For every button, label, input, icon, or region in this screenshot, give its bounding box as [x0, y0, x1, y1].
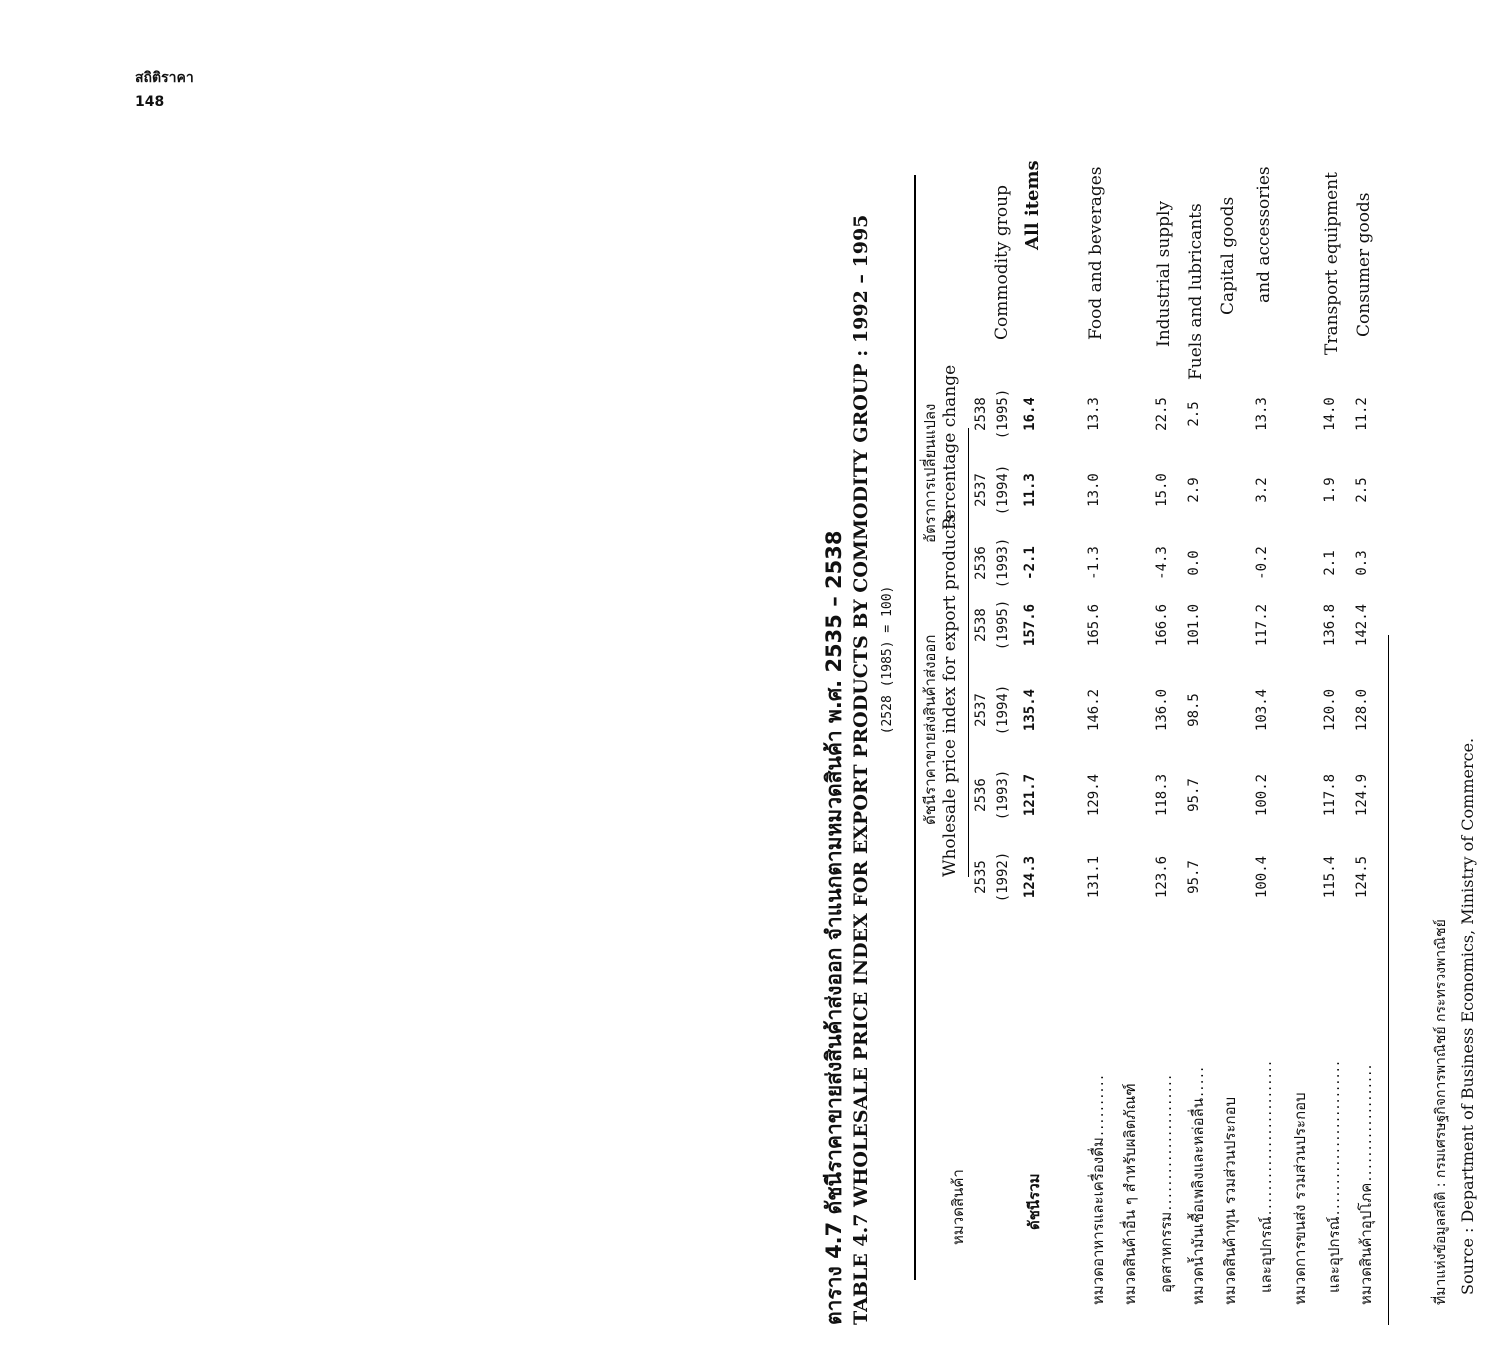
title-english: TABLE 4.7 WHOLESALE PRICE INDEX FOR EXPORT PRODUCTS BY COMMODITY GROUP : 1992 – 1995 — [850, 214, 872, 1325]
cell-pct: 13.3 — [1254, 397, 1270, 431]
cell-pct: -1.3 — [1086, 546, 1102, 580]
cell-wpi: 118.3 — [1154, 773, 1170, 817]
cell-wpi: 165.6 — [1086, 603, 1102, 647]
cell-wpi: 128.0 — [1354, 688, 1370, 732]
header-wpi-thai: ดัชนีราคาขายส่งสินค้าส่งออก — [921, 634, 939, 825]
cell-pct: 2.5 — [1186, 401, 1202, 427]
row-label-english: and accessories — [1254, 166, 1274, 303]
header-wpi-english: Wholesale price index for export products — [940, 513, 960, 877]
cell-wpi: 115.4 — [1322, 855, 1338, 899]
rotated-table — [818, 160, 1508, 1325]
cell-wpi: 117.2 — [1254, 603, 1270, 647]
cell-pct: -0.2 — [1254, 546, 1270, 580]
cell-wpi: 146.2 — [1086, 688, 1102, 732]
row-label-thai: หมวดอาหารและเครื่องดื่ม.......... — [1089, 1074, 1107, 1305]
cell-pct: 22.5 — [1154, 397, 1170, 431]
cell-pct: 2.9 — [1186, 477, 1202, 503]
cell-wpi: 136.8 — [1322, 603, 1338, 647]
row-label-thai: และอุปกรณ์......................... — [1257, 1060, 1275, 1293]
row-label-english: Consumer goods — [1354, 192, 1374, 337]
title-thai: ตาราง 4.7 ดัชนีราคาขายส่งสินค้าส่งออก จำแนกตามหมวดสินค้า พ.ศ. 2535 – 2538 — [822, 530, 846, 1325]
page-number: 148 — [135, 94, 165, 110]
wpi-year-4: 2538 (1995) — [973, 599, 1011, 651]
row-label-thai: ดัชนีรวม — [1025, 1173, 1043, 1230]
row-label-thai: หมวดสินค้าอุปโภค................... — [1357, 1064, 1375, 1305]
cell-pct: 16.4 — [1022, 397, 1038, 431]
row-label-thai: อุตสาหกรรม...................... — [1157, 1074, 1175, 1293]
row-label-thai: หมวดสินค้าทุน รวมส่วนประกอบ — [1221, 1096, 1239, 1305]
cell-pct: 0.3 — [1354, 550, 1370, 576]
row-label-english: All items — [1022, 160, 1043, 250]
cell-pct: -4.3 — [1154, 546, 1170, 580]
cell-wpi: 123.6 — [1154, 855, 1170, 899]
pct-year-3: 2538 (1995) — [973, 388, 1011, 440]
cell-wpi: 120.0 — [1322, 688, 1338, 732]
cell-wpi: 117.8 — [1322, 773, 1338, 817]
cell-wpi: 124.5 — [1354, 855, 1370, 899]
cell-wpi: 100.2 — [1254, 773, 1270, 817]
cell-wpi: 136.0 — [1154, 688, 1170, 732]
row-label-english: Transport equipment — [1322, 172, 1342, 355]
wpi-year-2: 2536 (1993) — [973, 769, 1011, 821]
header-group-thai: หมวดสินค้า — [949, 1169, 967, 1245]
cell-wpi: 131.1 — [1086, 855, 1102, 899]
source-thai: ที่มาแห่งข้อมูลสถิติ : กรมเศรษฐกิจการพาณิชย์ กระทรวงพาณิชย์ — [1433, 919, 1449, 1305]
header-group-english: Commodity group — [992, 185, 1012, 340]
cell-pct: 11.2 — [1354, 397, 1370, 431]
row-label-english: Food and beverages — [1086, 166, 1106, 340]
cell-pct: 1.9 — [1322, 477, 1338, 503]
cell-wpi: 98.5 — [1186, 693, 1202, 727]
pct-underline — [968, 428, 969, 580]
cell-wpi: 124.3 — [1022, 855, 1038, 899]
row-label-english: Fuels and lubricants — [1186, 203, 1206, 380]
wpi-year-1: 2535 (1992) — [973, 851, 1011, 903]
cell-wpi: 101.0 — [1186, 603, 1202, 647]
section-label: สถิติราคา — [135, 70, 194, 86]
pct-year-2: 2537 (1994) — [973, 464, 1011, 516]
bottom-rule — [1388, 635, 1389, 1325]
cell-pct: 3.2 — [1254, 477, 1270, 503]
cell-wpi: 103.4 — [1254, 688, 1270, 732]
header-pct-thai: อัตราการเปลี่ยนแปลง — [921, 403, 939, 543]
header-pct-english: Percentage change — [940, 364, 960, 530]
cell-pct: 15.0 — [1154, 473, 1170, 507]
cell-pct: 11.3 — [1022, 473, 1038, 507]
row-label-thai: หมวดสินค้าอื่น ๆ สำหรับผลิตภัณฑ์ — [1121, 1083, 1139, 1305]
cell-pct: 13.0 — [1086, 473, 1102, 507]
cell-pct: -2.1 — [1022, 546, 1038, 580]
row-label-thai: หมวดน้ำมันเชื้อเพลิงและหล่อลื่น..... — [1189, 1066, 1207, 1305]
row-label-thai: หมวดการขนส่ง รวมส่วนประกอบ — [1291, 1092, 1309, 1305]
page-corner — [135, 66, 194, 114]
cell-wpi: 135.4 — [1022, 688, 1038, 732]
pct-year-1: 2536 (1993) — [973, 537, 1011, 589]
cell-wpi: 95.7 — [1186, 778, 1202, 812]
cell-wpi: 166.6 — [1154, 603, 1170, 647]
cell-pct: 2.1 — [1322, 550, 1338, 576]
cell-wpi: 124.9 — [1354, 773, 1370, 817]
cell-wpi: 95.7 — [1186, 860, 1202, 894]
cell-wpi: 100.4 — [1254, 855, 1270, 899]
top-rule — [914, 175, 916, 1280]
cell-wpi: 121.7 — [1022, 773, 1038, 817]
row-label-thai: และอุปกรณ์......................... — [1325, 1060, 1343, 1293]
wpi-underline — [968, 533, 969, 877]
cell-wpi: 142.4 — [1354, 603, 1370, 647]
cell-pct: 0.0 — [1186, 550, 1202, 576]
row-label-english: Industrial supply — [1154, 200, 1174, 347]
wpi-year-3: 2537 (1994) — [973, 684, 1011, 736]
cell-pct: 2.5 — [1354, 477, 1370, 503]
base-year: (2528 (1985) = 100) — [880, 585, 895, 735]
cell-wpi: 129.4 — [1086, 773, 1102, 817]
cell-wpi: 157.6 — [1022, 603, 1038, 647]
cell-pct: 13.3 — [1086, 397, 1102, 431]
source-english: Source : Department of Business Economics, Ministry of Commerce. — [1458, 737, 1477, 1295]
cell-pct: 14.0 — [1322, 397, 1338, 431]
row-label-english: Capital goods — [1218, 196, 1238, 315]
